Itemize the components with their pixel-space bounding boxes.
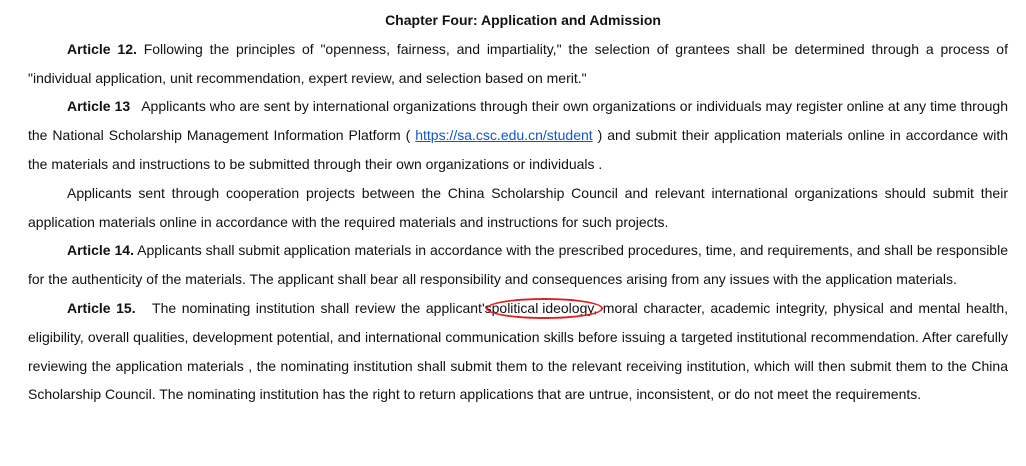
article-13-paragraph bbox=[28, 92, 1012, 178]
article-14-label: Article 14. bbox=[67, 242, 134, 259]
article-15-text-after-highlight: moral character, academic integrity, physical and mental health, eligibility, overall qualities, development potential, and international communication skills before issuing a targeted institutional recommendation. After carefully reviewing the application materials , the nominating institution shall submit them to the relevant receiving institution, which will then submit them to the China Scholarship Council. The nominating institution has the right to return applications that are untrue, inconsistent, or do not meet the requirements. bbox=[28, 299, 1012, 403]
chapter-heading: Chapter Four: Application and Admission bbox=[385, 12, 661, 28]
article-15-label: Article 15. bbox=[67, 299, 136, 316]
article-12-label: Article 12. bbox=[67, 40, 137, 57]
article-13-text-after-link: ) and submit their application materials online in accordance with the materials and instructions to be submitted through their own organizations or individuals . bbox=[28, 127, 1012, 172]
article-14-text: Applicants shall submit application materials in accordance with the prescribed procedures, time, and requirements, and shall be responsible for the authenticity of the materials. The applicant shall bear all responsibility and consequences arising from any issues with the application materials. bbox=[28, 242, 1008, 288]
cooperation-paragraph: Applicants sent through cooperation projects between the China Scholarship Council and relevant international organizations should submit their application materials online in accordance with the required materials and instructions for such projects. bbox=[28, 184, 1008, 230]
platform-link[interactable]: https://sa.csc.edu.cn/student bbox=[415, 127, 593, 144]
article-13-label: Article 13 bbox=[67, 98, 131, 115]
article-14-paragraph bbox=[28, 236, 1008, 294]
article-15-text-before-highlight: The nominating institution shall review the applicant's bbox=[135, 299, 492, 316]
circled-highlight: political ideology, bbox=[492, 294, 598, 323]
document-body bbox=[28, 6, 1012, 409]
article-15-paragraph bbox=[28, 294, 1012, 409]
article-12-text: Following the principles of "openness, fairness, and impartiality," the selection of grantees shall be determined through a process of "individual application, unit recommendation, expert review, and selection based on merit." bbox=[28, 40, 1008, 86]
article-12-paragraph bbox=[28, 35, 1008, 93]
article-13-text-before-link: Applicants who are sent by international organizations through their own organizations or individuals may register online at any time through the National Scholarship Management Information Platform ( bbox=[28, 98, 1012, 144]
